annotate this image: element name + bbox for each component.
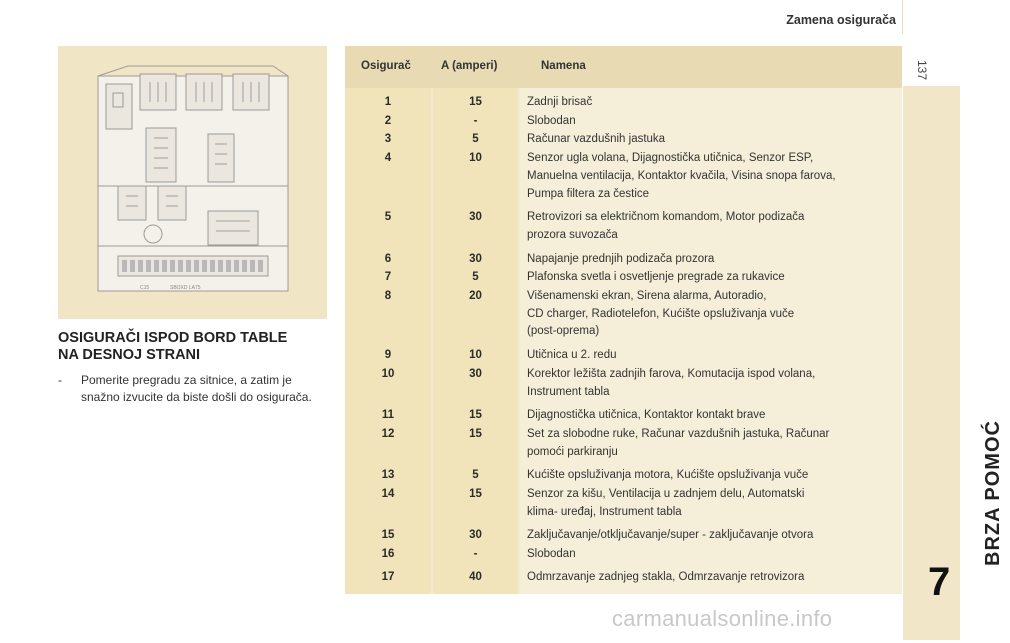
fuse-amperage: 5: [472, 469, 479, 482]
fuse-purpose-line: Odmrzavanje zadnjeg stakla, Odmrzavanje retrovizora: [527, 570, 805, 583]
fuse-amperage: 30: [469, 367, 482, 380]
fuse-purpose: [527, 366, 897, 401]
instruction: [58, 372, 328, 406]
fuse-amperage: 30: [469, 252, 482, 265]
fuse-purpose: [527, 527, 897, 545]
right-rule: [902, 0, 903, 34]
header-title: Zamena osigurača: [786, 13, 896, 27]
fuse-purpose-line: Računar vazdušnih jastuka: [527, 133, 666, 146]
fuse-number: 3: [384, 133, 392, 146]
fuse-purpose: [527, 569, 897, 587]
fuse-amperage: 10: [469, 152, 482, 165]
fuse-purpose: [527, 94, 897, 112]
fuse-purpose-line: klima- uređaj, Instrument tabla: [527, 505, 682, 518]
fuse-amperage: -: [473, 548, 478, 561]
fuse-amperage: 5: [472, 133, 479, 146]
fuse-purpose-line: CD charger, Radiotelefon, Kućište opsluživanja vuče: [527, 307, 795, 320]
fuse-purpose-line: Zadnji brisač: [527, 96, 593, 108]
fusebox-diagram: [58, 46, 327, 319]
fuse-purpose: [527, 546, 897, 564]
fuse-amperage: 20: [469, 290, 482, 302]
fuse-amperage: 5: [472, 271, 479, 284]
fuse-amperage: 15: [469, 409, 482, 422]
fuse-purpose-line: Instrument tabla: [527, 385, 610, 398]
fuse-number: 15: [381, 529, 395, 542]
header-fuse: Osigurač: [361, 60, 411, 72]
fuse-amperage: -: [473, 114, 478, 127]
fuse-number: 10: [381, 367, 395, 380]
table-header: [345, 46, 902, 88]
fuse-purpose-line: Senzor ugla volana, Dijagnostička utičnica, Senzor ESP,: [527, 152, 814, 165]
fuse-purpose: [527, 288, 897, 341]
fuse-number: 16: [381, 548, 395, 561]
instruction-text: Pomerite pregradu za sitnice, a zatim je snažno izvucite da biste došli do osigurača.: [81, 373, 312, 404]
fuse-number: 9: [384, 349, 392, 362]
fuse-purpose: [527, 131, 897, 149]
fuse-purpose: [527, 426, 897, 461]
fuse-table: [345, 88, 902, 594]
fuse-number: 6: [384, 252, 392, 265]
fuse-purpose-line: Pumpa filtera za čestice: [527, 187, 650, 200]
diagram-label-left: C15: [140, 285, 150, 291]
section-title: [58, 330, 338, 364]
fuse-purpose-line: (post-oprema): [527, 325, 600, 338]
fuse-purpose-line: Korektor ležišta zadnjih farova, Komutacija ispod volana,: [527, 367, 816, 380]
fuse-number: 17: [381, 570, 395, 583]
fuse-amperage: 10: [469, 349, 482, 362]
fuse-purpose-line: Senzor za kišu, Ventilacija u zadnjem delu, Automatski: [527, 488, 805, 500]
fuse-number: 4: [384, 152, 392, 165]
fuse-purpose-line: Set za slobodne ruke, Računar vazdušnih jastuka, Računar: [527, 427, 830, 440]
fuse-amperage: 15: [469, 427, 482, 440]
fuse-number: 11: [381, 409, 395, 422]
fuse-amperage: 40: [469, 570, 482, 583]
fuse-purpose-line: Višenamenski ekran, Sirena alarma, Autoradio,: [527, 290, 767, 302]
fuse-purpose-line: Retrovizori sa električnom komandom, Motor podizača: [527, 211, 805, 224]
fuse-amperage: 30: [469, 529, 482, 542]
fuse-purpose: [527, 347, 897, 365]
fuse-number: 13: [381, 469, 395, 482]
fuse-purpose: [527, 407, 897, 425]
fuse-purpose: [527, 269, 897, 287]
section-title-line-1: OSIGURAČI ISPOD BORD TABLE: [58, 330, 288, 346]
header-amp: A (amperi): [441, 60, 498, 72]
fuse-purpose-line: Manuelna ventilacija, Kontaktor kvačila, Visina snopa farova,: [527, 169, 836, 182]
fuse-number: 8: [384, 290, 392, 302]
fuse-purpose-line: Napajanje prednjih podizača prozora: [527, 252, 715, 265]
fuse-purpose: [527, 209, 897, 244]
fuse-purpose-line: Utičnica u 2. redu: [527, 349, 617, 362]
fuse-number: 5: [384, 211, 392, 224]
instruction-dash: -: [58, 373, 62, 387]
page-number: 137: [915, 59, 929, 81]
header-purpose: Namena: [541, 60, 586, 72]
chapter-title: BRZA POMOĆ: [982, 420, 1004, 566]
chapter-number: 7: [928, 560, 951, 604]
fuse-purpose: [527, 150, 897, 203]
fuse-purpose-line: Slobodan: [527, 548, 576, 561]
chapter-tab: [903, 86, 1004, 640]
fuse-purpose-line: Slobodan: [527, 114, 576, 127]
fuse-purpose: [527, 113, 897, 131]
fuse-purpose-line: pomoći parkiranju: [527, 445, 618, 458]
fuse-purpose: [527, 251, 897, 269]
fuse-amperage: 30: [469, 211, 482, 224]
diagram-label-right: SBOXD LA75: [170, 285, 201, 291]
fuse-number: 1: [384, 96, 392, 108]
fusebox-drawing: [58, 46, 327, 319]
fuse-purpose: [527, 467, 897, 485]
fuse-number: 14: [381, 488, 395, 500]
fuse-purpose-line: prozora suvozača: [527, 228, 618, 241]
fuse-number: 12: [381, 427, 395, 440]
section-title-line-2: NA DESNOJ STRANI: [58, 347, 201, 363]
watermark: carmanualsonline.info: [612, 606, 833, 631]
fuse-purpose: [527, 486, 897, 521]
fuse-purpose-line: Dijagnostička utičnica, Kontaktor kontakt brave: [527, 409, 766, 422]
fuse-purpose-line: Zaključavanje/otključavanje/super - zaključavanje otvora: [527, 529, 814, 542]
fuse-purpose-line: Kućište opsluživanja motora, Kućište opsluživanja vuče: [527, 469, 809, 482]
fuse-purpose-line: Plafonska svetla i osvetljenje pregrade za rukavice: [527, 271, 785, 284]
fuse-number: 7: [384, 271, 392, 284]
fuse-amperage: 15: [469, 96, 482, 108]
fuse-amperage: 15: [469, 488, 482, 500]
fuse-number: 2: [384, 114, 392, 127]
